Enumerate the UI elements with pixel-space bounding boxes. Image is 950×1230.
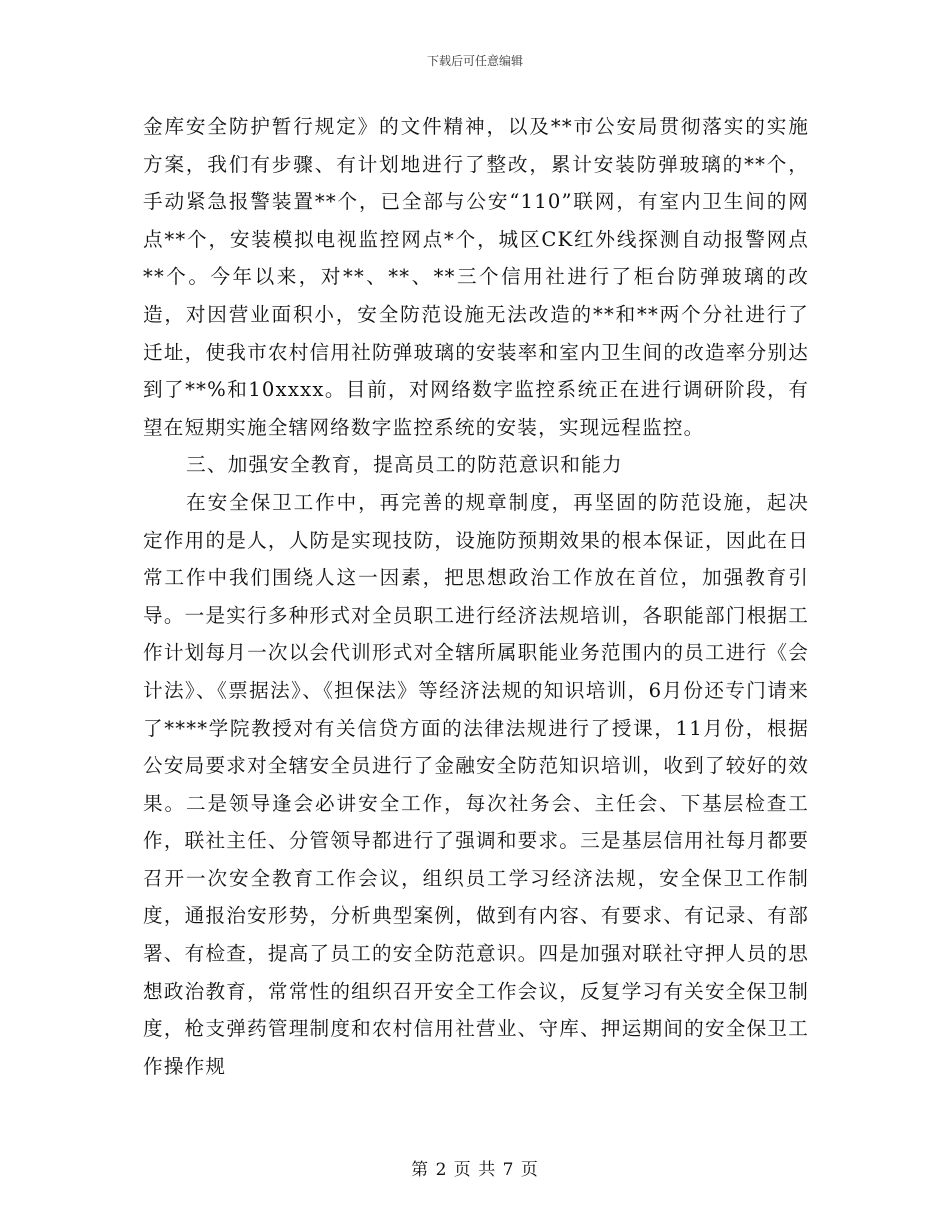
document-body [143, 108, 809, 1085]
section-heading: 三、加强安全教育，提高员工的防范意识和能力 [186, 453, 623, 477]
page-header-note: 下载后可任意编辑 [426, 54, 523, 68]
paragraph-education: 在安全保卫工作中，再完善的规章制度，再坚固的防范设施，起决定作用的是人，人防是实现技防，设施防预期效果的根本保证，因此在日常工作中我们围绕人这一因素，把思想政治工作放在首位，加强教育引导。一是实行多种形式对全员职工进行经济法规培训，各职能部门根据工作计划每月一次以会代训形式对全辖所属职能业务范围内的员工进行《会计法》、《票据法》、《担保法》等经济法规的知识培训，6月份还专门请来了****学院教授对有关信贷方面的法律法规进行了授课，11月份，根据公安局要求对全辖安全员进行了金融安全防范知识培训，收到了较好的效果。二是领导逢会必讲安全工作，每次社务会、主任会、下基层检查工作，联社主任、分管领导都进行了强调和要求。三是基层信用社每月都要召开一次安全教育工作会议，组织员工学习经济法规，安全保卫工作制度，通报治安形势，分析典型案例，做到有内容、有要求、有记录、有部署、有检查，提高了员工的安全防范意识。四是加强对联社守押人员的思想政治教育，常常性的组织召开安全工作会议，反复学习有关安全保卫制度，枪支弹药管理制度和农村信用社营业、守库、押运期间的安全保卫工作操作规 [143, 490, 809, 1078]
paragraph-continued: 金库安全防护暂行规定》的文件精神，以及**市公安局贯彻落实的实施方案，我们有步骤、有计划地进行了整改，累计安装防弹玻璃的**个，手动紧急报警装置**个，已全部与公安“110”联网，有室内卫生间的网点**个，安装模拟电视监控网点*个，城区CK红外线探测自动报警网点**个。今年以来，对**、**、**三个信用社进行了柜台防弹玻璃的改造，对因营业面积小，安全防范设施无法改造的**和**两个分社进行了迁址，使我市农村信用社防弹玻璃的安装率和室内卫生间的改造率分别达到了**%和10xxxx。目前，对网络数字监控系统正在进行调研阶段，有望在短期实施全辖网络数字监控系统的安装，实现远程监控。 [143, 115, 809, 439]
page-number-footer: 第 2 页 共 7 页 [411, 1160, 539, 1180]
